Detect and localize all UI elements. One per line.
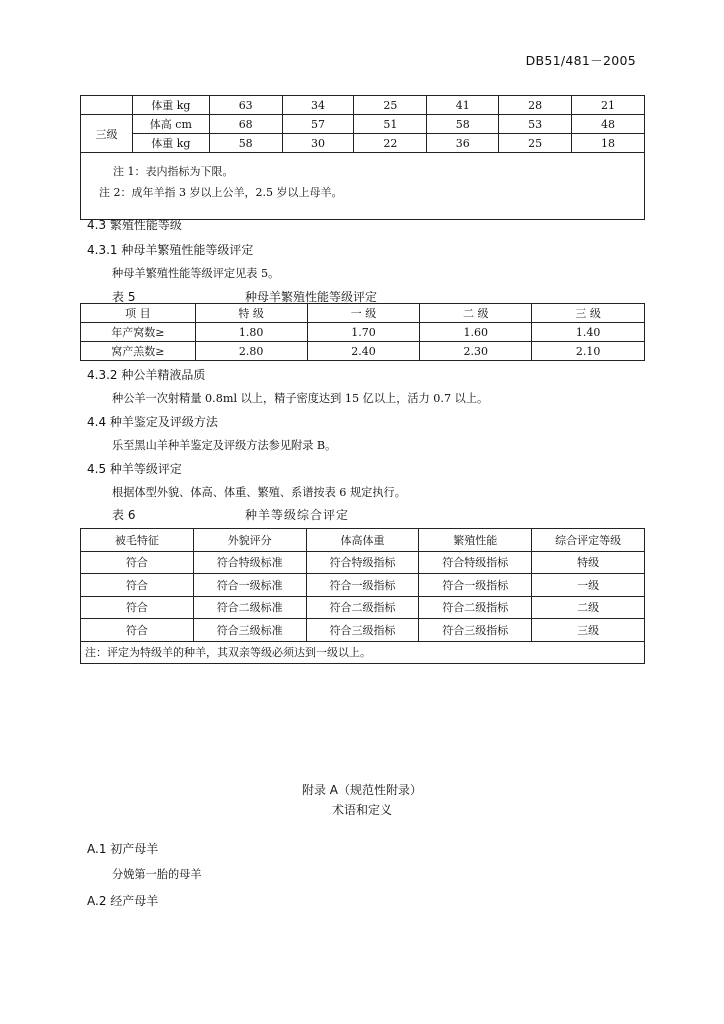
table-note-row [81, 641, 645, 663]
table-cell: 二级 [532, 596, 645, 619]
table-row [81, 323, 645, 342]
body-measurement-table [80, 95, 645, 220]
table-cell: 符合 [81, 596, 194, 619]
table-row [81, 551, 645, 574]
section-heading-4-5: 4.5 种羊等级评定 [87, 462, 182, 476]
table-cell: 2.30 [420, 342, 532, 361]
table-6 [80, 528, 645, 664]
table-cell: 符合三级指标 [306, 619, 419, 642]
table-cell [81, 96, 133, 115]
table-cell: 符合一级指标 [306, 574, 419, 597]
table-cell: 一级 [532, 574, 645, 597]
table-cell: 符合一级标准 [193, 574, 306, 597]
table-cell: 22 [354, 134, 427, 153]
table-cell: 符合 [81, 574, 194, 597]
table-cell: 34 [282, 96, 354, 115]
table5-title: 种母羊繁殖性能等级评定 [245, 290, 378, 304]
column-header: 二 级 [420, 304, 532, 323]
column-header: 一 级 [307, 304, 420, 323]
table-cell: 41 [427, 96, 499, 115]
table6-label: 表 6 [112, 508, 136, 522]
section-heading-4-3-1: 4.3.1 种母羊繁殖性能等级评定 [87, 243, 254, 257]
table-cell: 1.70 [307, 323, 420, 342]
appendix-subtitle: 术语和定义 [331, 803, 392, 817]
paragraph-4-4: 乐至黑山羊种羊鉴定及评级方法参见附录 B。 [112, 439, 337, 452]
table-cell: 58 [209, 134, 282, 153]
table-cell: 2.10 [532, 342, 645, 361]
table-cell: 符合二级指标 [419, 596, 532, 619]
appendix-title: 附录 A（规范性附录） [301, 783, 423, 797]
column-header: 项 目 [81, 304, 196, 323]
section-heading-4-3-2: 4.3.2 种公羊精液品质 [87, 368, 206, 382]
table5-label: 表 5 [112, 290, 136, 304]
table-cell: 三级 [81, 115, 133, 153]
section-heading-4-3: 4.3 繁殖性能等级 [87, 218, 182, 232]
table-cell: 25 [499, 134, 572, 153]
column-header: 被毛特征 [81, 529, 194, 552]
section-heading-4-4: 4.4 种羊鉴定及评级方法 [87, 415, 218, 429]
note-line-1: 注 1：表内指标为下限。 [113, 165, 234, 178]
table-cell: 体高 cm [132, 115, 209, 134]
table-header-row [81, 529, 645, 552]
table-cell: 符合特级指标 [419, 551, 532, 574]
table-cell: 体重 kg [132, 134, 209, 153]
table-header-row [81, 304, 645, 323]
table-5 [80, 303, 645, 361]
column-header: 繁殖性能 [419, 529, 532, 552]
table-cell: 1.40 [532, 323, 645, 342]
table-cell: 符合三级标准 [193, 619, 306, 642]
table-cell: 年产窝数≥ [81, 323, 196, 342]
table-cell: 51 [354, 115, 427, 134]
appendix-a1-heading: A.1 初产母羊 [87, 842, 159, 856]
document-number: DB51/481－2005 [525, 53, 636, 68]
table-cell: 符合二级标准 [193, 596, 306, 619]
table-cell: 68 [209, 115, 282, 134]
column-header: 体高体重 [306, 529, 419, 552]
table6-note: 注：评定为特级羊的种羊，其双亲等级必须达到一级以上。 [81, 641, 645, 663]
table-cell: 窝产羔数≥ [81, 342, 196, 361]
table-row [81, 596, 645, 619]
table-cell: 符合三级指标 [419, 619, 532, 642]
table-row [81, 574, 645, 597]
table-cell: 53 [499, 115, 572, 134]
table-cell: 21 [572, 96, 645, 115]
table-cell: 36 [427, 134, 499, 153]
appendix-a2-heading: A.2 经产母羊 [87, 894, 159, 908]
note-line-2: 注 2：成年羊指 3 岁以上公羊，2.5 岁以上母羊。 [99, 186, 343, 199]
table-row [81, 342, 645, 361]
table-note [81, 153, 645, 220]
paragraph-4-3-2: 种公羊一次射精量 0.8ml 以上，精子密度达到 15 亿以上，活力 0.7 以上。 [112, 392, 489, 405]
table-row [81, 115, 645, 134]
table-row [81, 134, 645, 153]
table-cell: 1.60 [420, 323, 532, 342]
column-header: 特 级 [195, 304, 307, 323]
table-cell: 符合一级指标 [419, 574, 532, 597]
table-cell: 63 [209, 96, 282, 115]
table-cell: 57 [282, 115, 354, 134]
table-cell: 28 [499, 96, 572, 115]
table6-title: 种羊等级综合评定 [245, 508, 350, 522]
table-cell: 特级 [532, 551, 645, 574]
table-row [81, 96, 645, 115]
table-row [81, 619, 645, 642]
paragraph-4-5: 根据体型外貌、体高、体重、繁殖、系谱按表 6 规定执行。 [112, 486, 406, 499]
table-cell: 58 [427, 115, 499, 134]
table-cell: 25 [354, 96, 427, 115]
table-cell: 30 [282, 134, 354, 153]
table-cell: 2.40 [307, 342, 420, 361]
paragraph-4-3-1: 种母羊繁殖性能等级评定见表 5。 [112, 267, 280, 280]
column-header: 外貌评分 [193, 529, 306, 552]
table-cell: 符合 [81, 551, 194, 574]
table-cell: 三级 [532, 619, 645, 642]
table-note-row [81, 153, 645, 220]
table-cell: 符合特级指标 [306, 551, 419, 574]
appendix-a1-text: 分娩第一胎的母羊 [112, 868, 202, 881]
table-cell: 2.80 [195, 342, 307, 361]
table-cell: 符合特级标准 [193, 551, 306, 574]
table-cell: 符合二级指标 [306, 596, 419, 619]
table-cell: 1.80 [195, 323, 307, 342]
table-cell: 18 [572, 134, 645, 153]
column-header: 三 级 [532, 304, 645, 323]
column-header: 综合评定等级 [532, 529, 645, 552]
table-cell: 符合 [81, 619, 194, 642]
table-cell: 体重 kg [132, 96, 209, 115]
table-cell: 48 [572, 115, 645, 134]
